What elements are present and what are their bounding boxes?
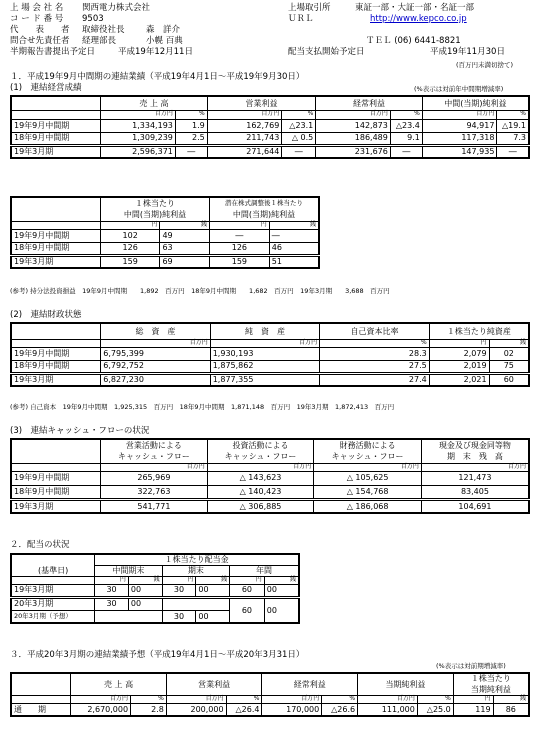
table-row: 18年9月中間期 1,309,239 2.5 211,743 △ 0.5 186,489 9.1 117,318 7.3 [11,132,529,145]
table-row: 18年9月中間期 6,792,752 1,875,862 27.5 2,019 75 [11,360,529,373]
table-row: 19年9月中間期 102 49 ― ― [11,229,319,242]
financial-position-table: 総 資 産 純 資 産 自己資本比率 １株当たり純資産 百万円 百万円 % 円 銭 19年9月中間期 6,795,399 1,930,193 28.3 2,079 02 18年9月中間期 6,792,752 1,875,862 27.5 2,019 75 19年3月期 6,827,230 1,877,355 27.4 2,021 60 [10,322,530,387]
subsection-cash-flow: (3) 連結キャッシュ・フローの状況 [10,426,150,436]
url-link[interactable]: http://www.kepco.co.jp [370,14,467,24]
company-label: 上 場 会 社 名 [10,3,64,13]
eps-table: １株当たり 潜在株式調整後１株当たり 中間(当期)純利益 中間(当期)純利益 円 銭 円 銭 19年9月中間期 102 49 ― ― 18年9月中間期 126 63 126 46 19年3月期 159 69 159 51 [10,196,320,269]
contact-label: 問合せ先責任者 [10,36,70,46]
contact-title: 経理部長 [82,36,117,46]
report-date-label: 半期報告書提出予定日 [10,47,96,57]
col-sales: 売 上 高 [101,96,208,110]
code-value: 9503 [82,14,104,24]
table-row: 19年3月期 541,771 △ 306,885 △ 186,068 104,691 [11,499,529,513]
table-row: 19年3月期 6,827,230 1,877,355 27.4 2,021 60 [11,373,529,386]
dividend-table: １株当たり配当金 (基準日) 中間期末 期末 年間 円 銭 円 銭 円 銭 19年3月期 30 00 30 00 60 00 20年3月期 30 00 60 00 20年3月期（予想） 30 00 [10,553,300,624]
col-diluted-eps: 潜在株式調整後１株当たり [210,197,319,209]
dividend-date-label: 配当支払開始予定日 [288,47,365,57]
forecast-pct-note: (%表示は対前期増減率) [436,662,506,670]
table-row: 18年9月中間期 322,763 △ 140,423 △ 154,768 83,405 [11,485,529,499]
subsection-operating-results: (1) 連結経営成績 [10,83,82,93]
code-label: コ ー ド 番 号 [10,14,64,24]
cash-flow-table: 営業活動による 投資活動による 財務活動による 現金及び現金同等物 キャッシュ・フロー キャッシュ・フロー キャッシュ・フロー 期 末 残 高 百万円 百万円 百万円 百万円 19年9月中間期 265,969 △ 143,623 △ 105,625 121,473 18年9月中間期 322,763 △ 140,423 △ 154,768 83,405 19年3月期 541,771 △ 306,885 △ 186,068 104,691 [10,438,530,514]
contact-name: 小幌 百典 [146,36,183,46]
exchange-value: 東証一部・大証一部・名証一部 [355,3,475,13]
rep-name: 森 詳介 [146,25,181,35]
company-name: 関西電力株式会社 [82,3,151,13]
tel: ＴＥＬ (06) 6441-8821 [366,36,461,46]
section3-title: ３．平成20年3月期の連結業績予想（平成19年4月1日～平成20年3月31日） [10,650,305,660]
table-row: 18年9月中間期 126 63 126 46 [11,242,319,255]
table-row: 19年9月中間期 6,795,399 1,930,193 28.3 2,079 02 [11,347,529,360]
dividend-header: １株当たり配当金 [95,554,299,565]
table-row: 19年3月期 159 69 159 51 [11,255,319,268]
col-operating-income: 営業利益 [207,96,316,110]
table-row: 20年3月期 30 00 60 00 [11,597,299,610]
pct-note: (%表示は対前年中間期増減率) [414,85,504,93]
table-row: 通 期 2,670,000 2.8 200,000 △26.4 170,000 △26.6 111,000 △25.0 119 86 [11,703,529,716]
forecast-table: 売 上 高 営業利益 経常利益 当期純利益 １株当たり 当期純利益 百万円 % 百万円 % 百万円 % 百万円 % 円 銭 通 期 2,670,000 2.8 200,000 △26.4 170,000 △26.6 111,000 △25.0 119 86 [10,672,530,717]
section1-title: １．平成19年9月中間期の連結業績（平成19年4月1日～平成19年9月30日） [10,72,305,82]
report-date: 平成19年12月11日 [118,47,193,57]
exchange-label: 上場取引所 [288,3,331,13]
table-row: 20年3月期（予想） 30 00 [11,610,299,623]
section2-title: ２．配当の状況 [10,540,70,550]
rep-label: 代 表 者 [10,25,70,35]
operating-results-table: 売 上 高 営業利益 経常利益 中間(当期)純利益 百万円 % 百万円 % 百万円 % 百万円 % 19年9月中間期 1,334,193 1.9 162,769 △23.1 142,873 △23.4 94,917 △19.1 18年9月中間期 1,309,239 2.5 211,743 △ 0.5 186,489 9.1 117,318 7.3 19年3月期 2,596,371 ― 271,644 ― 231,676 ― 147,935 ― [10,95,530,159]
table-row: 19年3月期 30 00 30 00 60 00 [11,584,299,597]
equity-method-note: (参考) 持分法投資損益 19年9月中間期 1,892 百万円 18年9月中間期 1,682 百万円 19年3月期 3,688 百万円 [10,287,390,295]
url-label: ＵＲＬ [288,14,314,24]
table-row: 19年9月中間期 1,334,193 1.9 162,769 △23.1 142,873 △23.4 94,917 △19.1 [11,119,529,132]
subsection-financial-position: (2) 連結財政状態 [10,310,82,320]
equity-note: (参考) 自己資本 19年9月中間期 1,925,315 百万円 18年9月中間期 1,871,148 百万円 19年3月期 1,872,413 百万円 [10,403,395,411]
unit-note: (百万円未満切捨て) [456,61,514,69]
col-eps: １株当たり [100,197,209,209]
col-ordinary-income: 経常利益 [316,96,423,110]
col-net-income: 中間(当期)純利益 [422,96,529,110]
table-row: 19年3月期 2,596,371 ― 271,644 ― 231,676 ― 147,935 ― [11,145,529,158]
dividend-date: 平成19年11月30日 [430,47,505,57]
rep-title: 取締役社長 [82,25,125,35]
table-row: 19年9月中間期 265,969 △ 143,623 △ 105,625 121,473 [11,471,529,485]
